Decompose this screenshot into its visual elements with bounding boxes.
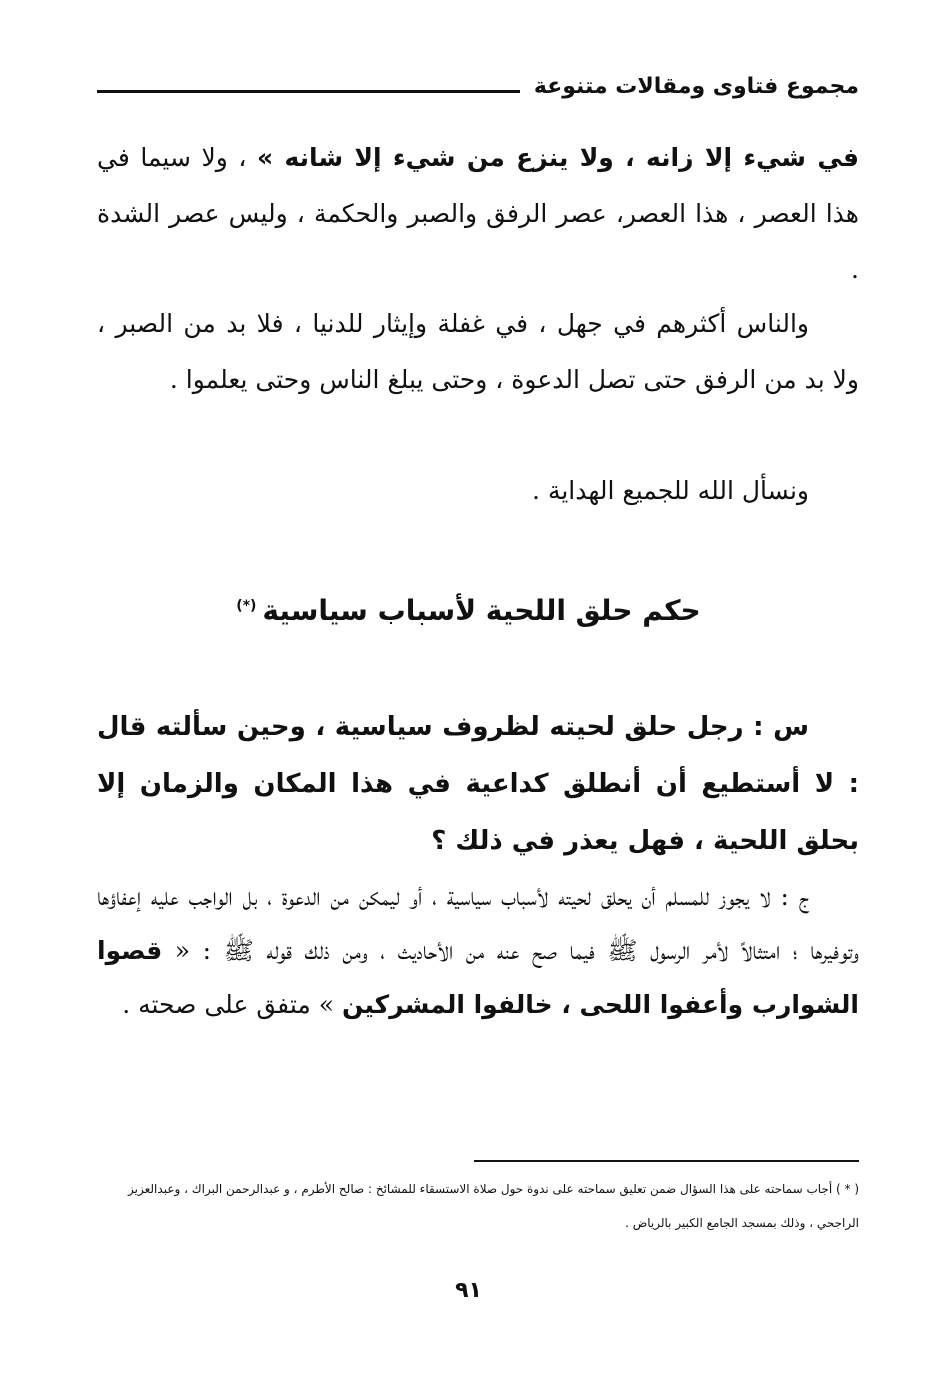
- header-title: مجموع فتاوى ومقالات متنوعة: [533, 73, 859, 99]
- paragraph-text: ، ولا سيما في هذا العصر ، هذا العصر، عصر الرفق والصبر والحكمة ، وليس عصر الشدة .: [97, 143, 859, 284]
- answer-closing: » متفق على صحته .: [122, 990, 342, 1019]
- section-title: حكم حلق اللحية لأسباب سياسية: [262, 594, 701, 627]
- hadith-quote: قصوا الشوارب وأعفوا اللحى ، خالفوا المشركين: [97, 936, 859, 1019]
- footnote-divider: [474, 1160, 859, 1162]
- page-number: ٩١: [455, 1278, 482, 1303]
- paragraph-dua: [97, 463, 859, 519]
- running-header: [97, 66, 859, 106]
- answer-paragraph: [97, 870, 859, 1032]
- paragraph-text: والناس أكثرهم في جهل ، في غفلة وإيثار للدنيا ، فلا بد من الصبر ، ولا بد من الرفق حتى تصل الدعوة ، وحتى يبلغ الناس وحتى يعلموا .: [97, 309, 859, 394]
- question-paragraph: [97, 699, 859, 870]
- question-text: س : رجل حلق لحيته لظروف سياسية ، وحين سألته قال : لا أستطيع أن أنطلق كداعية في هذا المكان والزمان إلا بحلق اللحية ، فهل يعذر في ذلك ؟: [97, 712, 859, 856]
- footnote: [97, 1172, 859, 1240]
- paragraph-people: [97, 296, 859, 408]
- header-rule: [97, 90, 520, 93]
- footnote-marker: (*): [236, 597, 257, 614]
- section-heading: [0, 594, 937, 627]
- footnote-text: ( * ) أجاب سماحته على هذا السؤال ضمن تعليق سماحته على ندوة حول صلاة الاستسقاء للمشائخ : صالح الأطرم ، و عبدالرحمن البراك ، وعبدالعزيز الراجحي ، وذلك بمسجد الجامع الكبير بالرياض .: [128, 1182, 859, 1230]
- hadith-ending: في شيء إلا زانه ، ولا ينزع من شيء إلا شانه »: [257, 143, 859, 172]
- paragraph-text: ونسأل الله للجميع الهداية .: [532, 476, 809, 505]
- answer-text: ج : لا يجوز للمسلم أن يحلق لحيته لأسباب سياسية ، أو ليمكن من الدعوة ، بل الواجب عليه إعفاؤها وتوفيرها ؛ امتثالاً لأمر الرسول ﷺ فيما صح عنه من الأحاديث ، ومن ذلك قوله ﷺ : «: [97, 882, 859, 965]
- paragraph-continuation: [97, 130, 859, 298]
